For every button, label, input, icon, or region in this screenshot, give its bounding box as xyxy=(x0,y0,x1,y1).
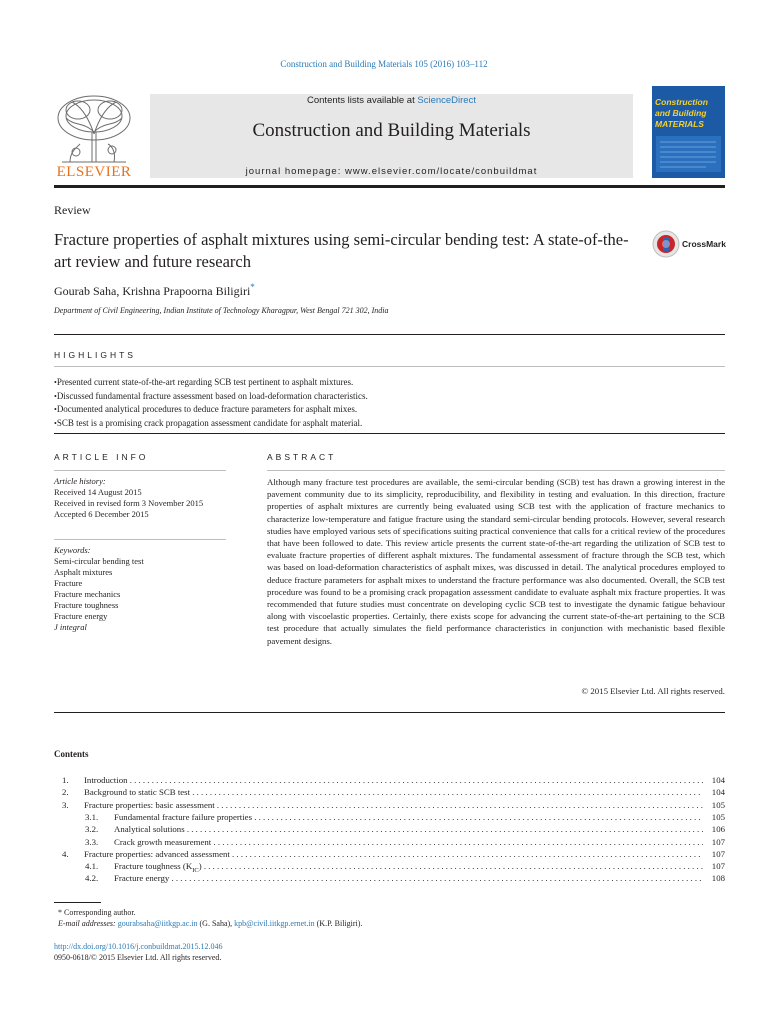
highlights-heading-rule xyxy=(54,366,725,367)
email-line xyxy=(58,918,362,930)
toc-entry-title-text: Fracture energy xyxy=(114,873,170,884)
email-link-saha[interactable]: gourabsaha@iitkgp.ac.in xyxy=(117,919,198,928)
toc-entry-number: 4.2. xyxy=(85,873,99,884)
journal-cover-art xyxy=(656,136,721,172)
toc-entry-title xyxy=(114,823,703,835)
keywords-label: Keywords: xyxy=(54,545,91,555)
header-rule xyxy=(54,185,725,188)
doi-link[interactable]: http://dx.doi.org/10.1016/j.conbuildmat.2015.12.046 xyxy=(54,942,223,951)
email-link-biligiri[interactable]: kpb@civil.iitkgp.ernet.in xyxy=(234,919,315,928)
article-type: Review xyxy=(54,203,91,217)
keyword-item: Semi-circular bending test xyxy=(54,556,144,566)
toc-entry-number: 3. xyxy=(62,799,69,810)
toc-entry-title-text: Fracture properties: basic assessment xyxy=(84,799,215,810)
author-names: Gourab Saha, Krishna Prapoorna Biligiri xyxy=(54,284,251,298)
toc-entry-page: 104 xyxy=(703,786,725,798)
contents-available-line xyxy=(150,95,633,106)
toc-entry-title xyxy=(84,786,703,798)
toc-entry-title-text: Fracture properties: advanced assessment xyxy=(84,848,230,859)
keyword-item: J integral xyxy=(54,622,87,632)
keyword-item: Fracture mechanics xyxy=(54,589,121,599)
highlights-top-rule xyxy=(54,334,725,335)
article-info-heading: ARTICLE INFO xyxy=(54,452,149,462)
contents-available-prefix: Contents lists available at xyxy=(307,95,418,106)
highlight-item: • Presented current state-of-the-art regarding SCB test pertinent to asphalt mixtures. xyxy=(54,376,725,390)
highlight-item: • SCB test is a promising crack propagation assessment candidate for asphalt material. xyxy=(54,417,725,431)
highlight-item: • Discussed fundamental fracture assessment based on load-deformation characteristics. xyxy=(54,390,725,404)
toc-entry-title-text: Background to static SCB test xyxy=(84,787,191,798)
contents-heading: Contents xyxy=(54,749,89,759)
article-info-rule xyxy=(54,470,226,471)
toc-entry-title xyxy=(84,774,703,786)
toc-entry-title xyxy=(114,872,703,884)
toc-entry-title-subscript: IC xyxy=(192,866,199,874)
toc-entry-page: 107 xyxy=(703,836,725,848)
toc-entry[interactable] xyxy=(54,811,725,823)
toc-entry[interactable] xyxy=(54,823,725,835)
toc-entry-title-text: Fracture toughness (K xyxy=(114,861,193,872)
journal-citation[interactable]: Construction and Building Materials 105 (2016) 103–112 xyxy=(280,59,488,69)
toc-entry-title xyxy=(84,799,703,811)
toc-entry[interactable] xyxy=(54,799,725,811)
history-accepted: Accepted 6 December 2015 xyxy=(54,509,149,519)
toc-entry-page: 107 xyxy=(703,848,725,860)
keywords-block xyxy=(54,545,254,633)
toc-entry-title xyxy=(114,836,703,848)
keyword-item: Fracture toughness xyxy=(54,600,119,610)
keywords-rule xyxy=(54,539,226,540)
history-received: Received 14 August 2015 xyxy=(54,487,142,497)
email-name-saha: (G. Saha), xyxy=(199,919,233,928)
email-name-biligiri: (K.P. Biligiri). xyxy=(316,919,363,928)
toc-entry-title-text: Introduction xyxy=(84,775,128,785)
email-label: E-mail addresses: xyxy=(58,919,116,928)
article-authors xyxy=(54,282,255,299)
toc-entry-page: 105 xyxy=(703,799,725,811)
abstract-heading: ABSTRACT xyxy=(267,452,337,462)
author-affiliation: Department of Civil Engineering, Indian Institute of Technology Kharagpur, West Bengal 721 302, India xyxy=(54,306,389,315)
toc-entry-title xyxy=(114,811,703,823)
footnote-rule xyxy=(54,902,101,903)
journal-cover-title: Construction and Building MATERIALS xyxy=(655,97,708,129)
toc-entry[interactable] xyxy=(54,848,725,860)
toc-entry[interactable] xyxy=(54,774,725,786)
journal-name: Construction and Building Materials xyxy=(252,120,531,141)
elsevier-wordmark: ELSEVIER xyxy=(56,164,132,180)
toc-entry-page: 107 xyxy=(703,860,725,872)
keyword-item: Fracture xyxy=(54,578,83,588)
toc-entry-title-text: Analytical solutions xyxy=(114,824,185,835)
article-history xyxy=(54,476,254,520)
crossmark-icon xyxy=(652,230,680,258)
toc-entry-number: 3.3. xyxy=(85,836,99,847)
corresponding-author-note: * Corresponding author. xyxy=(58,908,136,917)
crossmark-label: CrossMark xyxy=(682,239,726,249)
toc-entry-number: 4.1. xyxy=(85,861,99,872)
abstract-rule xyxy=(267,470,725,471)
abstract-copyright: © 2015 Elsevier Ltd. All rights reserved. xyxy=(581,686,725,696)
toc-entry-number: 3.1. xyxy=(85,811,99,822)
highlight-item: • Documented analytical procedures to deduce fracture parameters for asphalt mixes. xyxy=(54,403,725,417)
corresponding-author-mark[interactable]: * xyxy=(250,282,255,292)
toc-entry[interactable] xyxy=(54,786,725,798)
abstract-bottom-rule xyxy=(54,712,725,713)
toc-entry[interactable] xyxy=(54,836,725,848)
history-revised: Received in revised form 3 November 2015 xyxy=(54,498,204,508)
toc-entry-page: 108 xyxy=(703,872,725,884)
toc-entry[interactable] xyxy=(54,872,725,884)
journal-homepage[interactable]: journal homepage: www.elsevier.com/locate/conbuildmat xyxy=(245,166,538,177)
toc-entry-number: 2. xyxy=(62,787,69,798)
toc-entry[interactable] xyxy=(54,860,725,872)
abstract-text: Although many fracture test procedures are available, the semi-circular bending (SCB) test has drawn a growing interest in the pavement community due to its simplicity, reproducibility, and flexibility in testing and evaluation. In this direction, fracture properties of asphalt mixtures are currently being evaluated using SCB test with the application of fracture mechanics to characterize low-temperature and fatigue fracture using the standard semi-circular bending protocols. However, several research studies have employed various sets of specifications suiting practical convenience that calls for a critical review of the procedures that have been followed to date. This review article presents the current state-of-the-art regarding the utilization of SCB test to evaluate fracture properties of different asphalt mixtures. The fundamental assessment of fracture through the SCB test, which was based on load-deformation characteristics of asphalt mixes, was discussed in detail. The analytical procedures employed to deduce fracture parameters for asphalt mixes to understand the fracture performance was also documented. Overall, the SCB test procedure was found to be a promising crack propagation assessment candidate to evaluate asphalt mix fracture properties. It was recommended that future studies must concentrate on developing cyclic SCB test to investigate the dynamic fatigue behaviour along with viscoelastic properties. Certainly, there exists scope for advancing the current state-of-the-art pertaining to the SCB test procedure that actually simulates the field performance characteristics in conjunction with mechanistic based flexible pavement designs. xyxy=(267,477,725,646)
toc-entry-page: 104 xyxy=(703,774,725,786)
keyword-item: Fracture energy xyxy=(54,611,108,621)
article-history-label: Article history: xyxy=(54,476,106,486)
toc-entry-number: 1. xyxy=(62,775,69,785)
toc-entry-title-text: Crack growth measurement xyxy=(114,836,212,847)
toc-entry-title xyxy=(84,848,703,860)
issn-line: 0950-0618/© 2015 Elsevier Ltd. All rights reserved. xyxy=(54,953,222,962)
toc-entry-title-tail: ) xyxy=(198,861,202,872)
toc-entry-number: 3.2. xyxy=(85,824,99,835)
highlights-list xyxy=(54,376,725,430)
toc-entry-page: 105 xyxy=(703,811,725,823)
toc-entry-page: 106 xyxy=(703,823,725,835)
crossmark-badge[interactable] xyxy=(652,230,726,258)
highlights-heading: HIGHLIGHTS xyxy=(54,350,136,360)
article-title: Fracture properties of asphalt mixtures using semi-circular bending test: A state-of-the-art review and future research xyxy=(54,230,629,271)
keyword-item: Asphalt mixtures xyxy=(54,567,113,577)
highlights-bottom-rule xyxy=(54,433,725,434)
toc-entry-number: 4. xyxy=(62,848,69,859)
toc-entry-title-text: Fundamental fracture failure properties xyxy=(114,811,253,822)
sciencedirect-link[interactable]: ScienceDirect xyxy=(417,95,476,106)
